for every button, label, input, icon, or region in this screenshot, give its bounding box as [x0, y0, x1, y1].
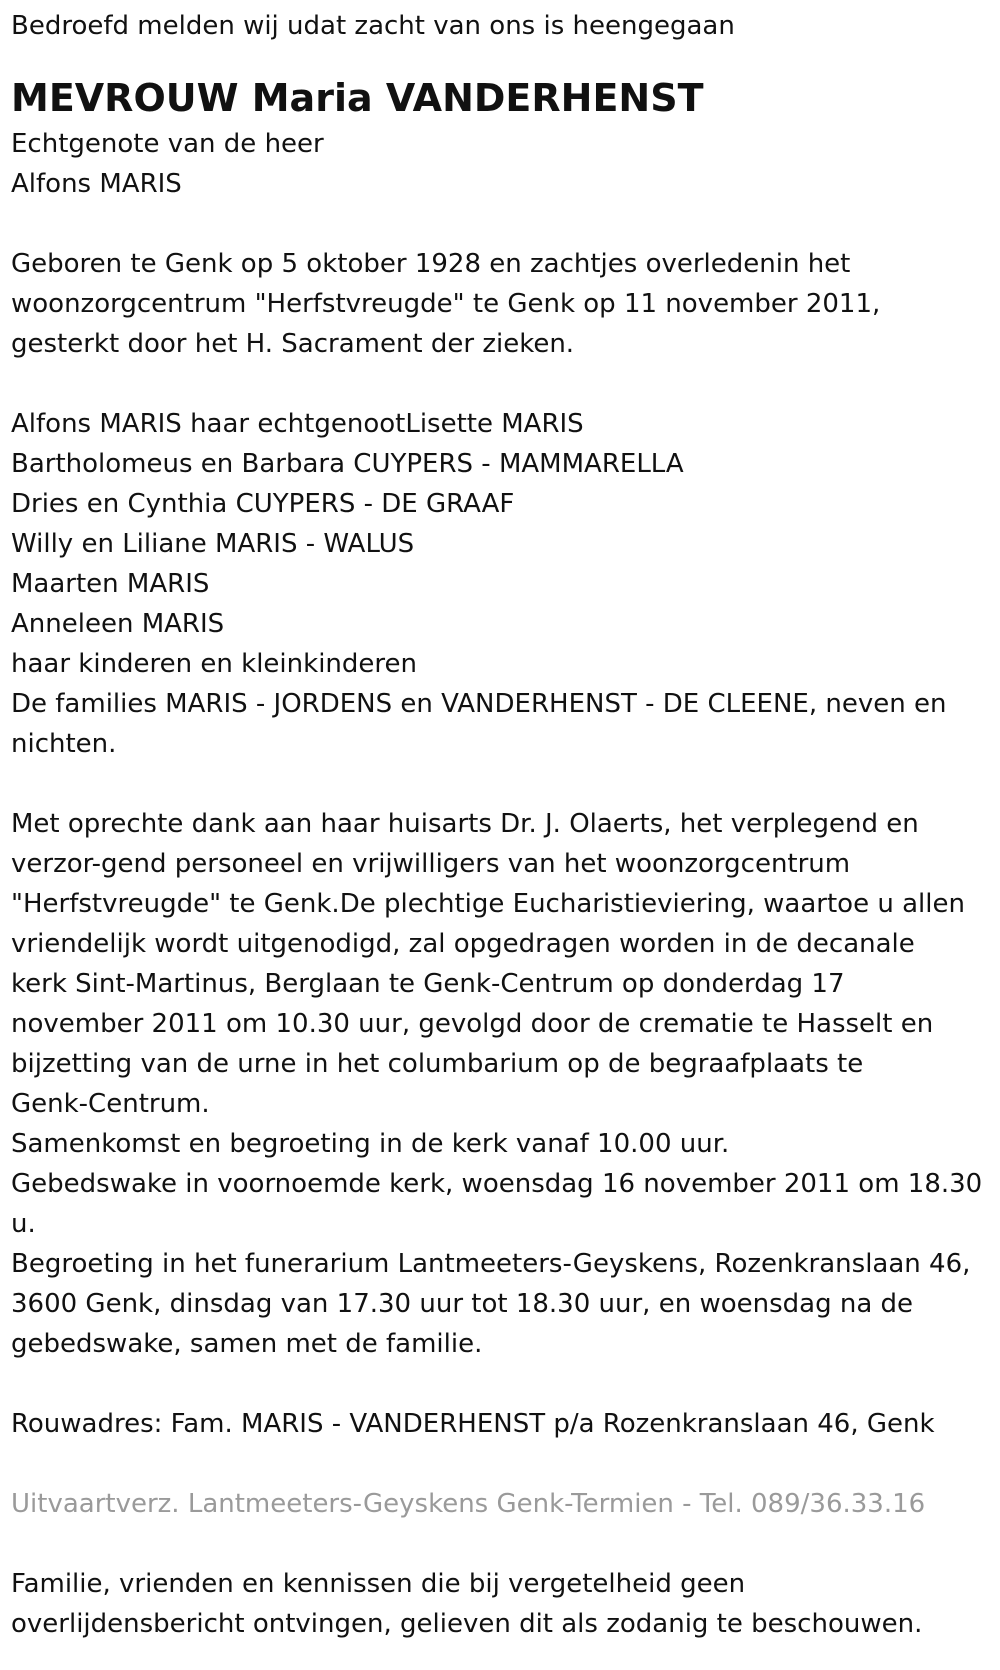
spouse-line: Echtgenote van de heer [11, 129, 324, 159]
birth-death-line: woonzorgcentrum "Herfstvreugde" te Genk op 11 november 2011, [11, 289, 881, 319]
address-block [11, 1404, 989, 1444]
ceremony-line: Gebedswake in voornoemde kerk, woensdag 16 november 2011 om 18.30 [11, 1169, 983, 1199]
intro-text: Bedroefd melden wij udat zacht van ons is heengegaan [11, 11, 735, 41]
ceremony-line: kerk Sint-Martinus, Berglaan te Genk-Centrum op donderdag 17 [11, 969, 845, 999]
spouse-block [11, 124, 989, 204]
ceremony-line: Genk-Centrum. [11, 1089, 210, 1119]
family-line: Anneleen MARIS [11, 609, 225, 639]
ceremony-line: 3600 Genk, dinsdag van 17.30 uur tot 18.30 uur, en woensdag na de [11, 1289, 914, 1319]
family-line: Maarten MARIS [11, 569, 210, 599]
mourning-address: Rouwadres: Fam. MARIS - VANDERHENST p/a Rozenkranslaan 46, Genk [11, 1409, 935, 1439]
spouse-line: Alfons MARIS [11, 169, 182, 199]
closing-block [11, 1564, 989, 1644]
closing-line: Familie, vrienden en kennissen die bij vergetelheid geen [11, 1569, 746, 1599]
ceremony-block [11, 804, 989, 1364]
ceremony-line: november 2011 om 10.30 uur, gevolgd door de crematie te Hasselt en [11, 1009, 934, 1039]
ceremony-line: verzor-gend personeel en vrijwilligers van het woonzorgcentrum [11, 849, 851, 879]
family-line: nichten. [11, 729, 117, 759]
family-line: Bartholomeus en Barbara CUYPERS - MAMMARELLA [11, 449, 684, 479]
ceremony-line: Samenkomst en begroeting in de kerk vanaf 10.00 uur. [11, 1129, 730, 1159]
funeral-home-block [11, 1484, 989, 1524]
ceremony-line: Met oprechte dank aan haar huisarts Dr. J. Olaerts, het verplegend en [11, 809, 919, 839]
family-block [11, 404, 989, 764]
birth-death-block [11, 244, 989, 364]
family-line: haar kinderen en kleinkinderen [11, 649, 417, 679]
family-line: Dries en Cynthia CUYPERS - DE GRAAF [11, 489, 515, 519]
family-line: Willy en Liliane MARIS - WALUS [11, 529, 415, 559]
ceremony-line: gebedswake, samen met de familie. [11, 1329, 483, 1359]
birth-death-line: gesterkt door het H. Sacrament der zieken. [11, 329, 575, 359]
ceremony-line: u. [11, 1209, 36, 1239]
closing-line: overlijdensbericht ontvingen, gelieven dit als zodanig te beschouwen. [11, 1609, 923, 1639]
family-line: Alfons MARIS haar echtgenootLisette MARIS [11, 409, 584, 439]
ceremony-line: "Herfstvreugde" te Genk.De plechtige Eucharistieviering, waartoe u allen [11, 889, 965, 919]
ceremony-line: bijzetting van de urne in het columbarium op de begraafplaats te [11, 1049, 864, 1079]
birth-death-line: Geboren te Genk op 5 oktober 1928 en zachtjes overledenin het [11, 249, 851, 279]
deceased-name: MEVROUW Maria VANDERHENST [11, 76, 704, 120]
family-line: De families MARIS - JORDENS en VANDERHENST - DE CLEENE, neven en [11, 689, 947, 719]
ceremony-line: vriendelijk wordt uitgenodigd, zal opgedragen worden in de decanale [11, 929, 915, 959]
funeral-home-info: Uitvaartverz. Lantmeeters-Geyskens Genk-Termien - Tel. 089/36.33.16 [11, 1489, 926, 1519]
ceremony-line: Begroeting in het funerarium Lantmeeters-Geyskens, Rozenkranslaan 46, [11, 1249, 971, 1279]
